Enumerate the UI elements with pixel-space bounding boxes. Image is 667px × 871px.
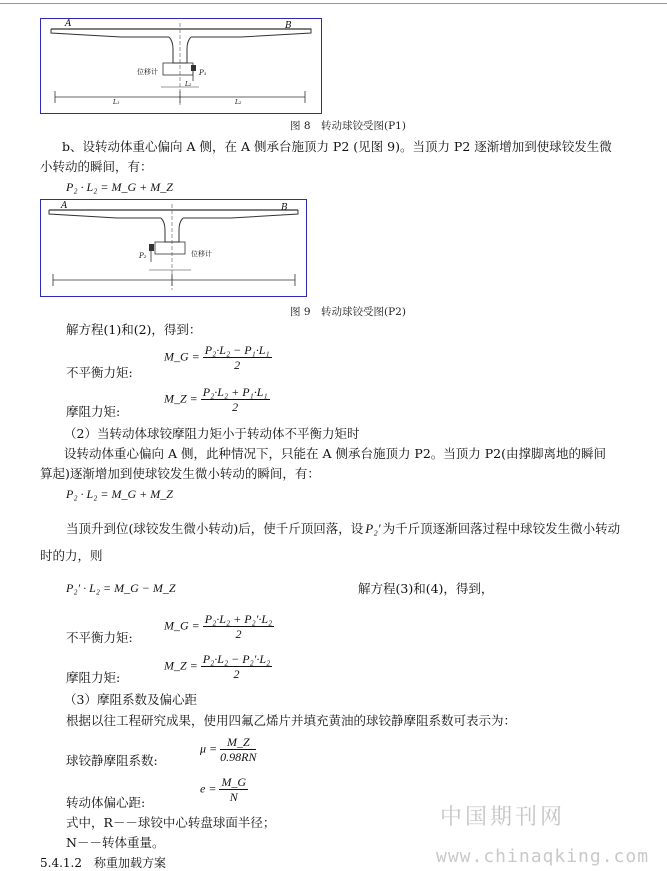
section-2-line2: 算起)逐渐增加到使球铰发生微小转动的瞬间，有： [40, 466, 320, 481]
mg2-fraction [203, 612, 274, 641]
mu-label: 球铰静摩阻系数: [66, 753, 158, 768]
e-fraction [219, 775, 248, 804]
section-3-title: （3）摩阻系数及偏心距 [64, 692, 197, 707]
mg1-equation [164, 343, 272, 372]
para-b-line2: 小转动的瞬间，有： [40, 159, 153, 174]
figure-8-diagram [41, 19, 321, 113]
mg2-numerator: P₂·L₂ + P₂′·L₂ [204, 612, 273, 626]
equation-4: P₂′ · L₂ = M_G − M_Z [66, 581, 176, 595]
figure-8 [40, 18, 322, 114]
mz2-denominator: 2 [233, 667, 240, 681]
mg1-lhs: M_G = [164, 349, 200, 364]
mz1-denominator: 2 [232, 400, 239, 414]
figure-9 [40, 199, 307, 297]
drop-line2: 时的力，则 [40, 548, 103, 563]
e-label: 转动体偏心距: [66, 795, 146, 810]
drop-symbol: P₂′ [365, 521, 381, 536]
mz2-equation [164, 652, 272, 681]
mz1-fraction [201, 385, 270, 414]
beam-outline-left [49, 210, 161, 218]
fig9-sensor-label: 位移计 [191, 250, 212, 258]
fig9-force-label: P₂ [139, 252, 147, 260]
fig8-right-span: L₂ [235, 99, 242, 106]
fig8-label-b: B [285, 21, 292, 31]
drop-text-b: 为千斤顶逐渐回落过程中球铰发生微小转动 [382, 521, 621, 536]
drop-text-a: 当顶升到位(球铰发生微小转动)后，使千斤顶回落，设 [66, 521, 364, 536]
fig9-label-b: B [281, 203, 288, 213]
mz1-lhs: M_Z = [164, 391, 198, 406]
mz2-numerator: P₂·L₂ − P₂′·L₂ [202, 652, 271, 666]
section-heading: 5.4.1.2 称重加载方案 [40, 856, 166, 870]
figure-9-caption: 图 9 转动球铰受图(P2) [290, 306, 406, 318]
fig8-label-a: A [65, 19, 72, 29]
mu-fraction [220, 735, 256, 764]
e-denominator: N [229, 790, 238, 804]
unbalance-label-1: 不平衡力矩: [66, 365, 133, 380]
mu-denominator: 0.98RN [220, 750, 257, 764]
fig8-force-label: P₁ [199, 69, 207, 77]
where-line2: N－－转体重量。 [66, 835, 165, 850]
e-numerator: M_G [221, 775, 247, 789]
mu-lhs: μ = [200, 741, 218, 756]
unbalance-label-2: 不平衡力矩: [66, 630, 133, 645]
solve-2: 解方程(3)和(4)，得到， [358, 581, 494, 596]
e-lhs: e = [200, 781, 217, 796]
para-b-line1: b、设转动体重心偏向 A 侧，在 A 侧承台施顶力 P2 (见图 9)。当顶力 P2 逐渐增加到使球铰发生微 [62, 139, 612, 154]
mz2-fraction [201, 652, 272, 681]
equation-3: P₂ · L₂ = M_G + M_Z [66, 487, 173, 501]
beam-outline [51, 29, 311, 37]
header-rule [0, 3, 667, 4]
mg2-equation [164, 612, 274, 641]
e-equation [200, 775, 248, 804]
mg1-denominator: 2 [234, 358, 241, 372]
section-2-line1: 设转动体重心偏向 A 侧，此种情况下，只能在 A 侧承台施顶力 P2。当顶力 P2(由撑脚离地的瞬间 [64, 446, 606, 461]
mu-numerator: M_Z [220, 735, 256, 750]
jack [191, 65, 196, 71]
pivot-box [155, 242, 185, 254]
mg2-denominator: 2 [235, 627, 242, 641]
fig8-sensor-label: 位移计 [137, 68, 158, 76]
where-line1: 式中，R－－球铰中心转盘球面半径； [66, 815, 276, 830]
drop-line1 [66, 521, 620, 537]
mg2-lhs: M_G = [164, 618, 200, 633]
section-3-line1: 根据以往工程研究成果，使用四氟乙烯片并填充黄油的球铰静摩阻系数可表示为： [66, 713, 517, 728]
figure-8-caption: 图 8 转动球铰受图(P1) [290, 120, 406, 132]
mg1-fraction [203, 343, 272, 372]
solve-1: 解方程(1)和(2)，得到： [66, 322, 202, 337]
friction-label-1: 摩阻力矩: [66, 404, 121, 419]
mg1-numerator: P₂·L₂ − P₁·L₁ [204, 343, 270, 357]
beam-outline-left [51, 29, 169, 37]
fig9-label-a: A [61, 201, 68, 211]
mz2-lhs: M_Z = [164, 658, 198, 673]
friction-label-2: 摩阻力矩: [66, 670, 121, 685]
jack [149, 244, 154, 251]
mu-equation [200, 735, 256, 764]
fig8-left-span: L₁ [113, 99, 120, 106]
section-2-title: （2）当转动体球铰摩阻力矩小于转动体不平衡力矩时 [64, 426, 360, 441]
mz1-numerator: P₂·L₂ + P₁·L₁ [202, 385, 268, 399]
watermark-cn: 中国期刊网 [440, 805, 566, 830]
watermark-url: www.chinaqking.com [436, 846, 650, 867]
mz1-equation [164, 385, 270, 414]
figure-9-diagram [41, 200, 306, 296]
equation-b: P₂ · L₂ = M_G + M_Z [66, 180, 173, 194]
pivot-box [163, 63, 193, 75]
fig8-short-span: L₂ [185, 81, 192, 88]
